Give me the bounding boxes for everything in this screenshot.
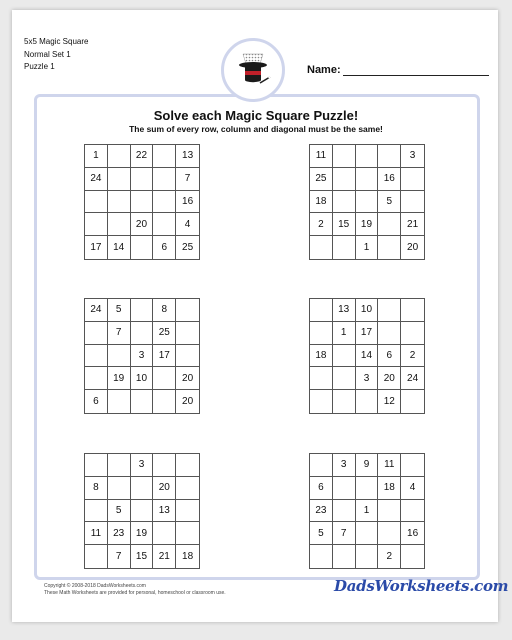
grid-cell[interactable] [378,322,401,345]
grid-cell[interactable]: 6 [378,345,401,368]
grid-cell[interactable]: 4 [401,477,424,500]
grid-cell[interactable] [176,477,199,500]
magic-hat-badge [221,38,285,102]
grid-cell[interactable]: 3 [131,454,154,477]
grid-cell[interactable]: 6 [310,477,333,500]
grid-cell[interactable] [108,191,131,214]
grid-cell[interactable] [401,500,424,523]
grid-cell[interactable]: 7 [108,322,131,345]
grid-cell[interactable]: 24 [85,168,108,191]
grid-cell[interactable] [176,500,199,523]
grid-cell[interactable]: 23 [310,500,333,523]
grid-cell[interactable]: 5 [108,299,131,322]
magic-square-2 [309,144,425,260]
grid-cell[interactable]: 5 [378,191,401,214]
footer [44,583,226,597]
grid-cell[interactable] [401,299,424,322]
grid-cell[interactable]: 3 [356,367,379,390]
grid-cell[interactable]: 8 [85,477,108,500]
name-label: Name: [307,64,341,76]
grid-cell[interactable] [333,345,356,368]
grid-cell[interactable] [310,454,333,477]
grid-cell[interactable]: 9 [356,454,379,477]
grid-cell[interactable] [310,390,333,413]
usage-note: These Math Worksheets are provided for personal, homeschool or classroom use. [44,590,226,596]
grid-cell[interactable] [356,522,379,545]
grid-cell[interactable] [378,236,401,259]
grid-cell[interactable]: 2 [401,345,424,368]
grid-cell[interactable] [131,322,154,345]
grid-cell[interactable]: 19 [108,367,131,390]
grid-cell[interactable] [108,454,131,477]
grid-cell[interactable]: 4 [176,213,199,236]
grid-cell[interactable]: 10 [356,299,379,322]
grid-cell[interactable] [401,454,424,477]
grid-cell[interactable]: 3 [401,145,424,168]
grid-cell[interactable]: 14 [108,236,131,259]
grid-cell[interactable]: 19 [131,522,154,545]
grid-cell[interactable] [356,145,379,168]
grid-cell[interactable]: 17 [153,345,176,368]
grid-cell[interactable] [356,477,379,500]
grid-cell[interactable] [131,168,154,191]
grid-cell[interactable]: 13 [153,500,176,523]
grid-cell[interactable]: 18 [310,191,333,214]
grid-cell[interactable]: 20 [176,367,199,390]
grid-cell[interactable]: 20 [378,367,401,390]
grid-cell[interactable] [85,454,108,477]
grid-cell[interactable] [333,477,356,500]
magic-square-5 [84,453,200,569]
grid-cell[interactable] [333,390,356,413]
page-title: Solve each Magic Square Puzzle! [153,108,359,123]
magic-square-4 [309,298,425,414]
grid-cell[interactable] [108,145,131,168]
grid-cell[interactable]: 16 [378,168,401,191]
grid-cell[interactable]: 1 [356,500,379,523]
magic-hat-icon [230,47,276,93]
grid-cell[interactable]: 1 [333,322,356,345]
grid-cell[interactable] [176,299,199,322]
worksheet-type: 5x5 Magic Square [24,37,89,46]
grid-cell[interactable]: 7 [176,168,199,191]
grid-cell[interactable]: 1 [85,145,108,168]
grid-cell[interactable]: 16 [401,522,424,545]
grid-cell[interactable] [333,168,356,191]
grid-cell[interactable]: 11 [378,454,401,477]
grid-cell[interactable] [333,367,356,390]
magic-square-3 [84,298,200,414]
grid-cell[interactable]: 2 [310,213,333,236]
grid-cell[interactable]: 13 [333,299,356,322]
grid-cell[interactable] [378,213,401,236]
grid-cell[interactable] [378,500,401,523]
grid-cell[interactable] [108,390,131,413]
grid-cell[interactable]: 25 [310,168,333,191]
grid-cell[interactable] [153,145,176,168]
grid-cell[interactable] [310,367,333,390]
grid-cell[interactable]: 18 [182,551,194,563]
grid-cell[interactable]: 20 [131,213,154,236]
grid-cell[interactable] [108,345,131,368]
grid-cell[interactable]: 16 [176,191,199,214]
grid-cell[interactable]: 13 [176,145,199,168]
grid-cell[interactable]: 22 [131,145,154,168]
grid-cell[interactable]: 24 [85,299,108,322]
grid-cell[interactable]: 20 [153,477,176,500]
grid-cell[interactable] [153,390,176,413]
grid-cell[interactable]: 10 [131,367,154,390]
site-logo: DadsWorksheets.com [334,577,509,595]
grid-cell[interactable]: 11 [310,145,333,168]
grid-cell[interactable] [85,322,108,345]
grid-cell[interactable]: 21 [401,213,424,236]
name-field [307,64,489,76]
grid-cell[interactable]: 18 [378,477,401,500]
grid-cell[interactable] [310,299,333,322]
grid-cell[interactable] [333,500,356,523]
worksheet-set: Normal Set 1 [24,49,71,59]
grid-cell[interactable] [176,454,199,477]
grid-cell[interactable]: 25 [153,322,176,345]
grid-cell[interactable]: 3 [333,454,356,477]
grid-cell[interactable] [85,367,108,390]
worksheet-meta [24,36,88,74]
grid-cell[interactable]: 8 [153,299,176,322]
grid-cell[interactable] [85,545,108,568]
grid-cell[interactable] [131,191,154,214]
grid-cell[interactable]: 1 [356,236,379,259]
grid-cell[interactable]: 5 [108,500,131,523]
magic-square-1 [84,144,200,260]
worksheet-puzzle-number: Puzzle 1 [24,62,55,71]
grid-cell[interactable] [401,191,424,214]
grid-cell[interactable] [401,545,424,568]
grid-cell[interactable] [108,477,131,500]
grid-cell[interactable]: 20 [182,396,194,408]
grid-cell[interactable] [378,522,401,545]
grid-cell[interactable] [401,168,424,191]
grid-cell[interactable] [85,213,108,236]
grid-cell[interactable]: 21 [153,545,176,568]
grid-cell[interactable] [176,345,199,368]
grid-cell[interactable]: 25 [182,242,194,254]
grid-cell[interactable] [310,322,333,345]
grid-cell[interactable] [131,477,154,500]
grid-cell[interactable] [356,545,379,568]
grid-cell[interactable] [333,545,356,568]
grid-cell[interactable]: 17 [85,236,108,259]
grid-cell[interactable] [310,545,333,568]
name-line[interactable] [343,64,489,76]
grid-cell[interactable] [378,145,401,168]
grid-cell[interactable]: 6 [153,236,176,259]
grid-cell[interactable] [153,522,176,545]
grid-cell[interactable] [378,299,401,322]
grid-cell[interactable] [356,168,379,191]
grid-cell[interactable]: 15 [333,213,356,236]
grid-cell[interactable] [85,500,108,523]
grid-cell[interactable] [310,236,333,259]
grid-cell[interactable] [85,345,108,368]
grid-cell[interactable] [401,390,424,413]
grid-cell[interactable] [153,168,176,191]
grid-cell[interactable]: 18 [310,345,333,368]
grid-cell[interactable]: 5 [310,522,333,545]
grid-cell[interactable] [153,454,176,477]
grid-cell[interactable]: 23 [108,522,131,545]
grid-cell[interactable]: 19 [356,213,379,236]
grid-cell[interactable] [131,500,154,523]
grid-cell[interactable] [131,390,154,413]
grid-cell[interactable] [356,191,379,214]
grid-cell[interactable] [131,299,154,322]
grid-cell[interactable] [153,367,176,390]
grid-cell[interactable] [333,191,356,214]
grid-cell[interactable] [131,236,154,259]
grid-cell[interactable]: 11 [85,522,108,545]
grid-cell[interactable]: 6 [85,390,108,413]
grid-cell[interactable] [176,522,199,545]
grid-cell[interactable] [401,322,424,345]
grid-cell[interactable] [108,213,131,236]
grid-cell[interactable]: 7 [108,545,131,568]
page-subtitle: The sum of every row, column and diagonal must be the same! [129,124,383,134]
grid-cell[interactable]: 3 [131,345,154,368]
copyright-text: Copyright © 2008-2018 DadsWorksheets.com [44,583,146,589]
grid-cell[interactable] [356,390,379,413]
grid-cell[interactable]: 12 [378,390,401,413]
grid-cell[interactable] [108,168,131,191]
grid-cell[interactable]: 24 [401,367,424,390]
grid-cell[interactable] [176,322,199,345]
grid-cell[interactable] [153,191,176,214]
grid-cell[interactable]: 17 [356,322,379,345]
grid-cell[interactable]: 20 [407,242,419,254]
grid-cell[interactable] [333,145,356,168]
grid-cell[interactable]: 15 [131,545,154,568]
grid-cell[interactable] [85,191,108,214]
grid-cell[interactable] [333,236,356,259]
magic-square-6 [309,453,425,569]
grid-cell[interactable] [153,213,176,236]
grid-cell[interactable]: 14 [356,345,379,368]
grid-cell[interactable]: 2 [378,545,401,568]
grid-cell[interactable]: 7 [333,522,356,545]
